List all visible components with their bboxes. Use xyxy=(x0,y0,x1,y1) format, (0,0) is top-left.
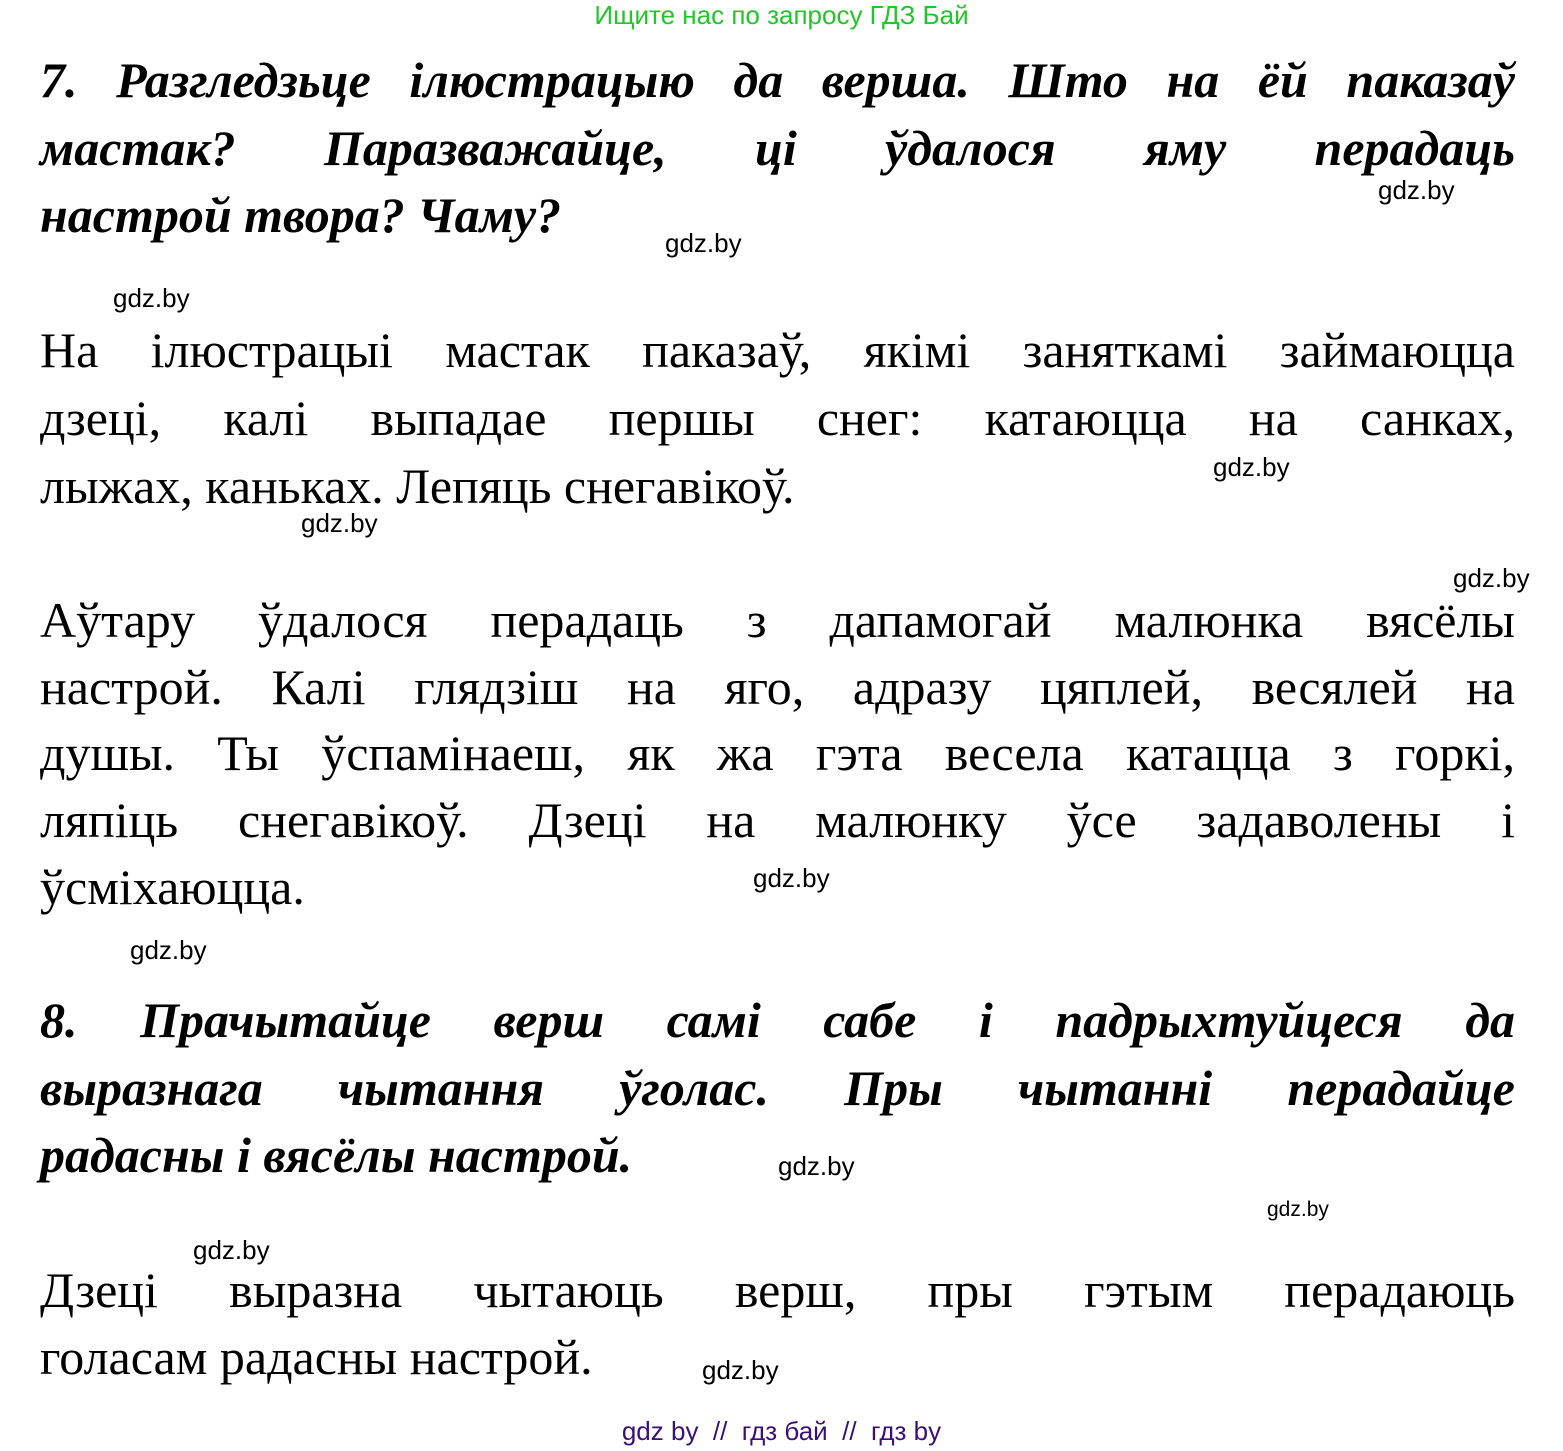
watermark: gdz.by xyxy=(301,508,378,538)
task7-line: настрой твора? Чаму? xyxy=(40,187,562,243)
task7-line: мастак? Паразважайце, ці ўдалося яму перадаць xyxy=(40,120,1515,176)
answer7a-line: На ілюстрацыі мастак паказаў, якімі заняткамі займаюцца xyxy=(40,322,1515,378)
answer7b-line: ляпіць снегавікоў. Дзеці на малюнку ўсе задаволены і xyxy=(40,792,1515,848)
watermark: gdz.by xyxy=(753,863,830,893)
answer8-line: Дзеці выразна чытаюць верш, пры гэтым перадаюць xyxy=(40,1262,1515,1318)
task8-line: выразнага чытання ўголас. Пры чытанні перадайце xyxy=(40,1060,1515,1116)
answer8-line: голасам радасны настрой. xyxy=(40,1329,593,1385)
answer7b-line: ўсміхаюцца. xyxy=(40,859,305,915)
watermark: gdz.by xyxy=(1267,1198,1329,1221)
watermark: gdz.by xyxy=(1453,563,1530,593)
watermark: gdz.by xyxy=(1378,175,1455,205)
answer7b-line: Аўтару ўдалося перадаць з дапамогай малюнка вясёлы xyxy=(40,592,1515,648)
answer7a-line: лыжах, каньках. Лепяць снегавікоў. xyxy=(40,458,795,514)
header-note: Ищите нас по запросу ГДЗ Бай xyxy=(594,0,969,30)
watermark: gdz.by xyxy=(130,935,207,965)
answer7b-line: душы. Ты ўспамінаеш, як жа гэта весела катацца з горкі, xyxy=(40,725,1515,781)
watermark: gdz.by xyxy=(702,1355,779,1385)
watermark: gdz.by xyxy=(113,283,190,313)
task7-line: 7. Разгледзьце ілюстрацыю да верша. Што на ёй паказаў xyxy=(40,52,1515,108)
footer: gdz by // гдз бай // гдз by xyxy=(621,1416,942,1446)
task8-line: 8. Прачытайце верш самі сабе і падрыхтуйцеся да xyxy=(40,992,1515,1048)
answer7a-line: дзеці, калі выпадае першы снег: катаюцца на санках, xyxy=(40,390,1515,446)
watermark: gdz.by xyxy=(778,1151,855,1181)
watermark: gdz.by xyxy=(1213,452,1290,482)
watermark: gdz.by xyxy=(193,1235,270,1265)
answer7b-line: настрой. Калі глядзіш на яго, адразу цяплей, весялей на xyxy=(40,659,1515,715)
watermark: gdz.by xyxy=(665,228,742,258)
task8-line: радасны і вясёлы настрой. xyxy=(40,1127,633,1183)
